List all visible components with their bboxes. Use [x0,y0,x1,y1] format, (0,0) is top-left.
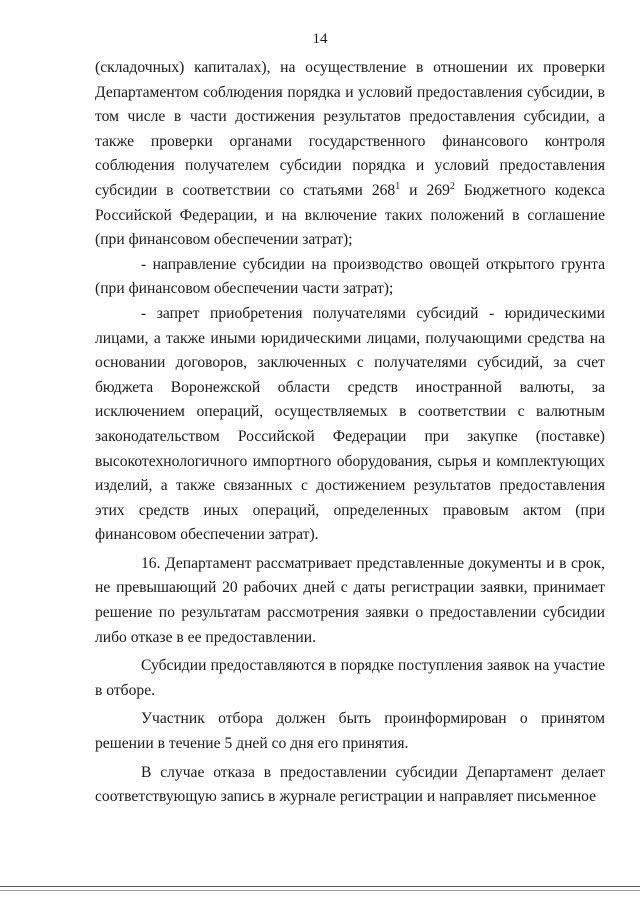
paragraph-text: и 269 [400,181,450,199]
bottom-border [0,886,640,887]
paragraph-continuation [95,56,605,253]
paragraph: Субсидии предоставляются в порядке поступления заявок на участие в отборе. [95,657,605,699]
paragraph-text: Бюджетного кодекса Российской Федерации, и на включение таких положений в соглашение (при финансовом обеспечении затрат); [95,181,605,249]
paragraph-text: (складочных) капиталах), на осуществление в отношении их проверки Департаментом соблюдения порядка и условий предоставления субсидии, в том числе в части достижения результатов предоставления субсидии, а также проверки органами государственного финансового контроля соблюдения получателем субсидии порядка и условий предоставления субсидии в соответствии со статьями 268 [95,59,605,199]
paragraph: В случае отказа в предоставлении субсидии Департамент делает соответствующую запись в журнале регистрации и направляет письменное [95,763,605,806]
superscript: 2 [449,180,455,192]
paragraph: Участник отбора должен быть проинформирован о принятом решении в течение 5 дней со дня его принятия. [95,710,605,753]
bottom-border [0,890,640,891]
page-number: 14 [312,31,328,47]
document-body [95,56,605,810]
superscript: 1 [395,180,401,192]
paragraph-list-item: - запрет приобретения получателями субсидий - юридическими лицами, а также иными юридическими лицами, получающими средства на основании договоров, заключенных с получателями субсидий, за счет бюджета Воронежской области средств иностранной валюты, за исключением операций, осуществляемых в соответствии с валютным законодательством Российской Федерации при закупке (поставке) высокотехнологичного импортного оборудования, сырья и комплектующих изделий, а также связанных с достижением результатов предоставления этих средств иных операций, определенных правовым актом (при финансовом обеспечении затрат). [95,304,605,544]
paragraph-list-item: - направление субсидии на производство овощей открытого грунта (при финансовом обеспечении части затрат); [95,255,605,298]
paragraph-section-16: 16. Департамент рассматривает представленные документы и в срок, не превышающий 20 рабочих дней с даты регистрации заявки, принимает решение по результатам рассмотрения заявки о предоставлении субсидии либо отказе в ее предоставлении. [95,554,605,646]
